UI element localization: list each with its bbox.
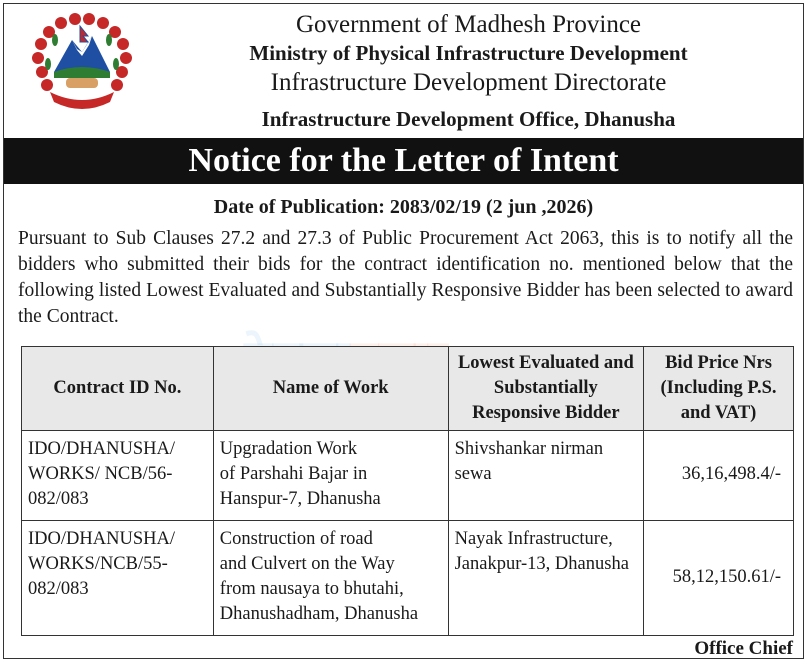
contract-id-cell: IDO/DHANUSHA/ WORKS/NCB/55-082/083 xyxy=(22,521,214,636)
directorate-title: Infrastructure Development Directorate xyxy=(270,69,667,96)
name-of-work-cell: Construction of road and Culvert on the Way from nausaya to bhutahi, Dhanushadham, Dhanusha xyxy=(213,521,448,636)
bidder-cell: Nayak Infrastructure, Janakpur-13, Dhanusha xyxy=(448,521,643,636)
column-header-contract-id: Contract ID No. xyxy=(22,347,214,431)
column-header-bidder: Lowest Evaluated and Substantially Responsive Bidder xyxy=(448,347,643,431)
nepal-emblem-icon xyxy=(28,12,136,112)
contract-table xyxy=(21,346,794,636)
bidder-cell: Shivshankar nirman sewa xyxy=(448,431,643,521)
column-header-name-of-work: Name of Work xyxy=(213,347,448,431)
office-title: Infrastructure Development Office, Dhanusha xyxy=(261,107,676,131)
name-of-work-cell: Upgradation Work of Parshahi Bajar in Hanspur-7, Dhanusha xyxy=(213,431,448,521)
notice-page xyxy=(3,3,804,659)
government-title: Government of Madhesh Province xyxy=(295,11,642,38)
column-header-bid-price: Bid Price Nrs (Including P.S. and VAT) xyxy=(644,347,794,431)
table-row xyxy=(22,431,794,521)
bid-price-cell: 58,12,150.61/- xyxy=(644,521,794,636)
signatory: Office Chief xyxy=(694,638,793,659)
notice-title-banner: Notice for the Letter of Intent xyxy=(4,138,803,184)
header-block xyxy=(144,10,793,132)
publication-date: Date of Publication: 2083/02/19 (2 jun ,2026) xyxy=(213,196,594,218)
ministry-title: Ministry of Physical Infrastructure Development xyxy=(249,41,688,65)
table-header-row xyxy=(22,347,794,431)
contract-id-cell: IDO/DHANUSHA/ WORKS/ NCB/56-082/083 xyxy=(22,431,214,521)
table-row xyxy=(22,521,794,636)
notice-paragraph: Pursuant to Sub Clauses 27.2 and 27.3 of Public Procurement Act 2063, this is to notify all the bidders who submitted their bids for the contract identification no. mentioned below that the following listed Lowest Evaluated and Substantially Responsive Bidder has been selected to award the Contract. xyxy=(18,228,793,327)
bid-price-cell: 36,16,498.4/- xyxy=(644,431,794,521)
